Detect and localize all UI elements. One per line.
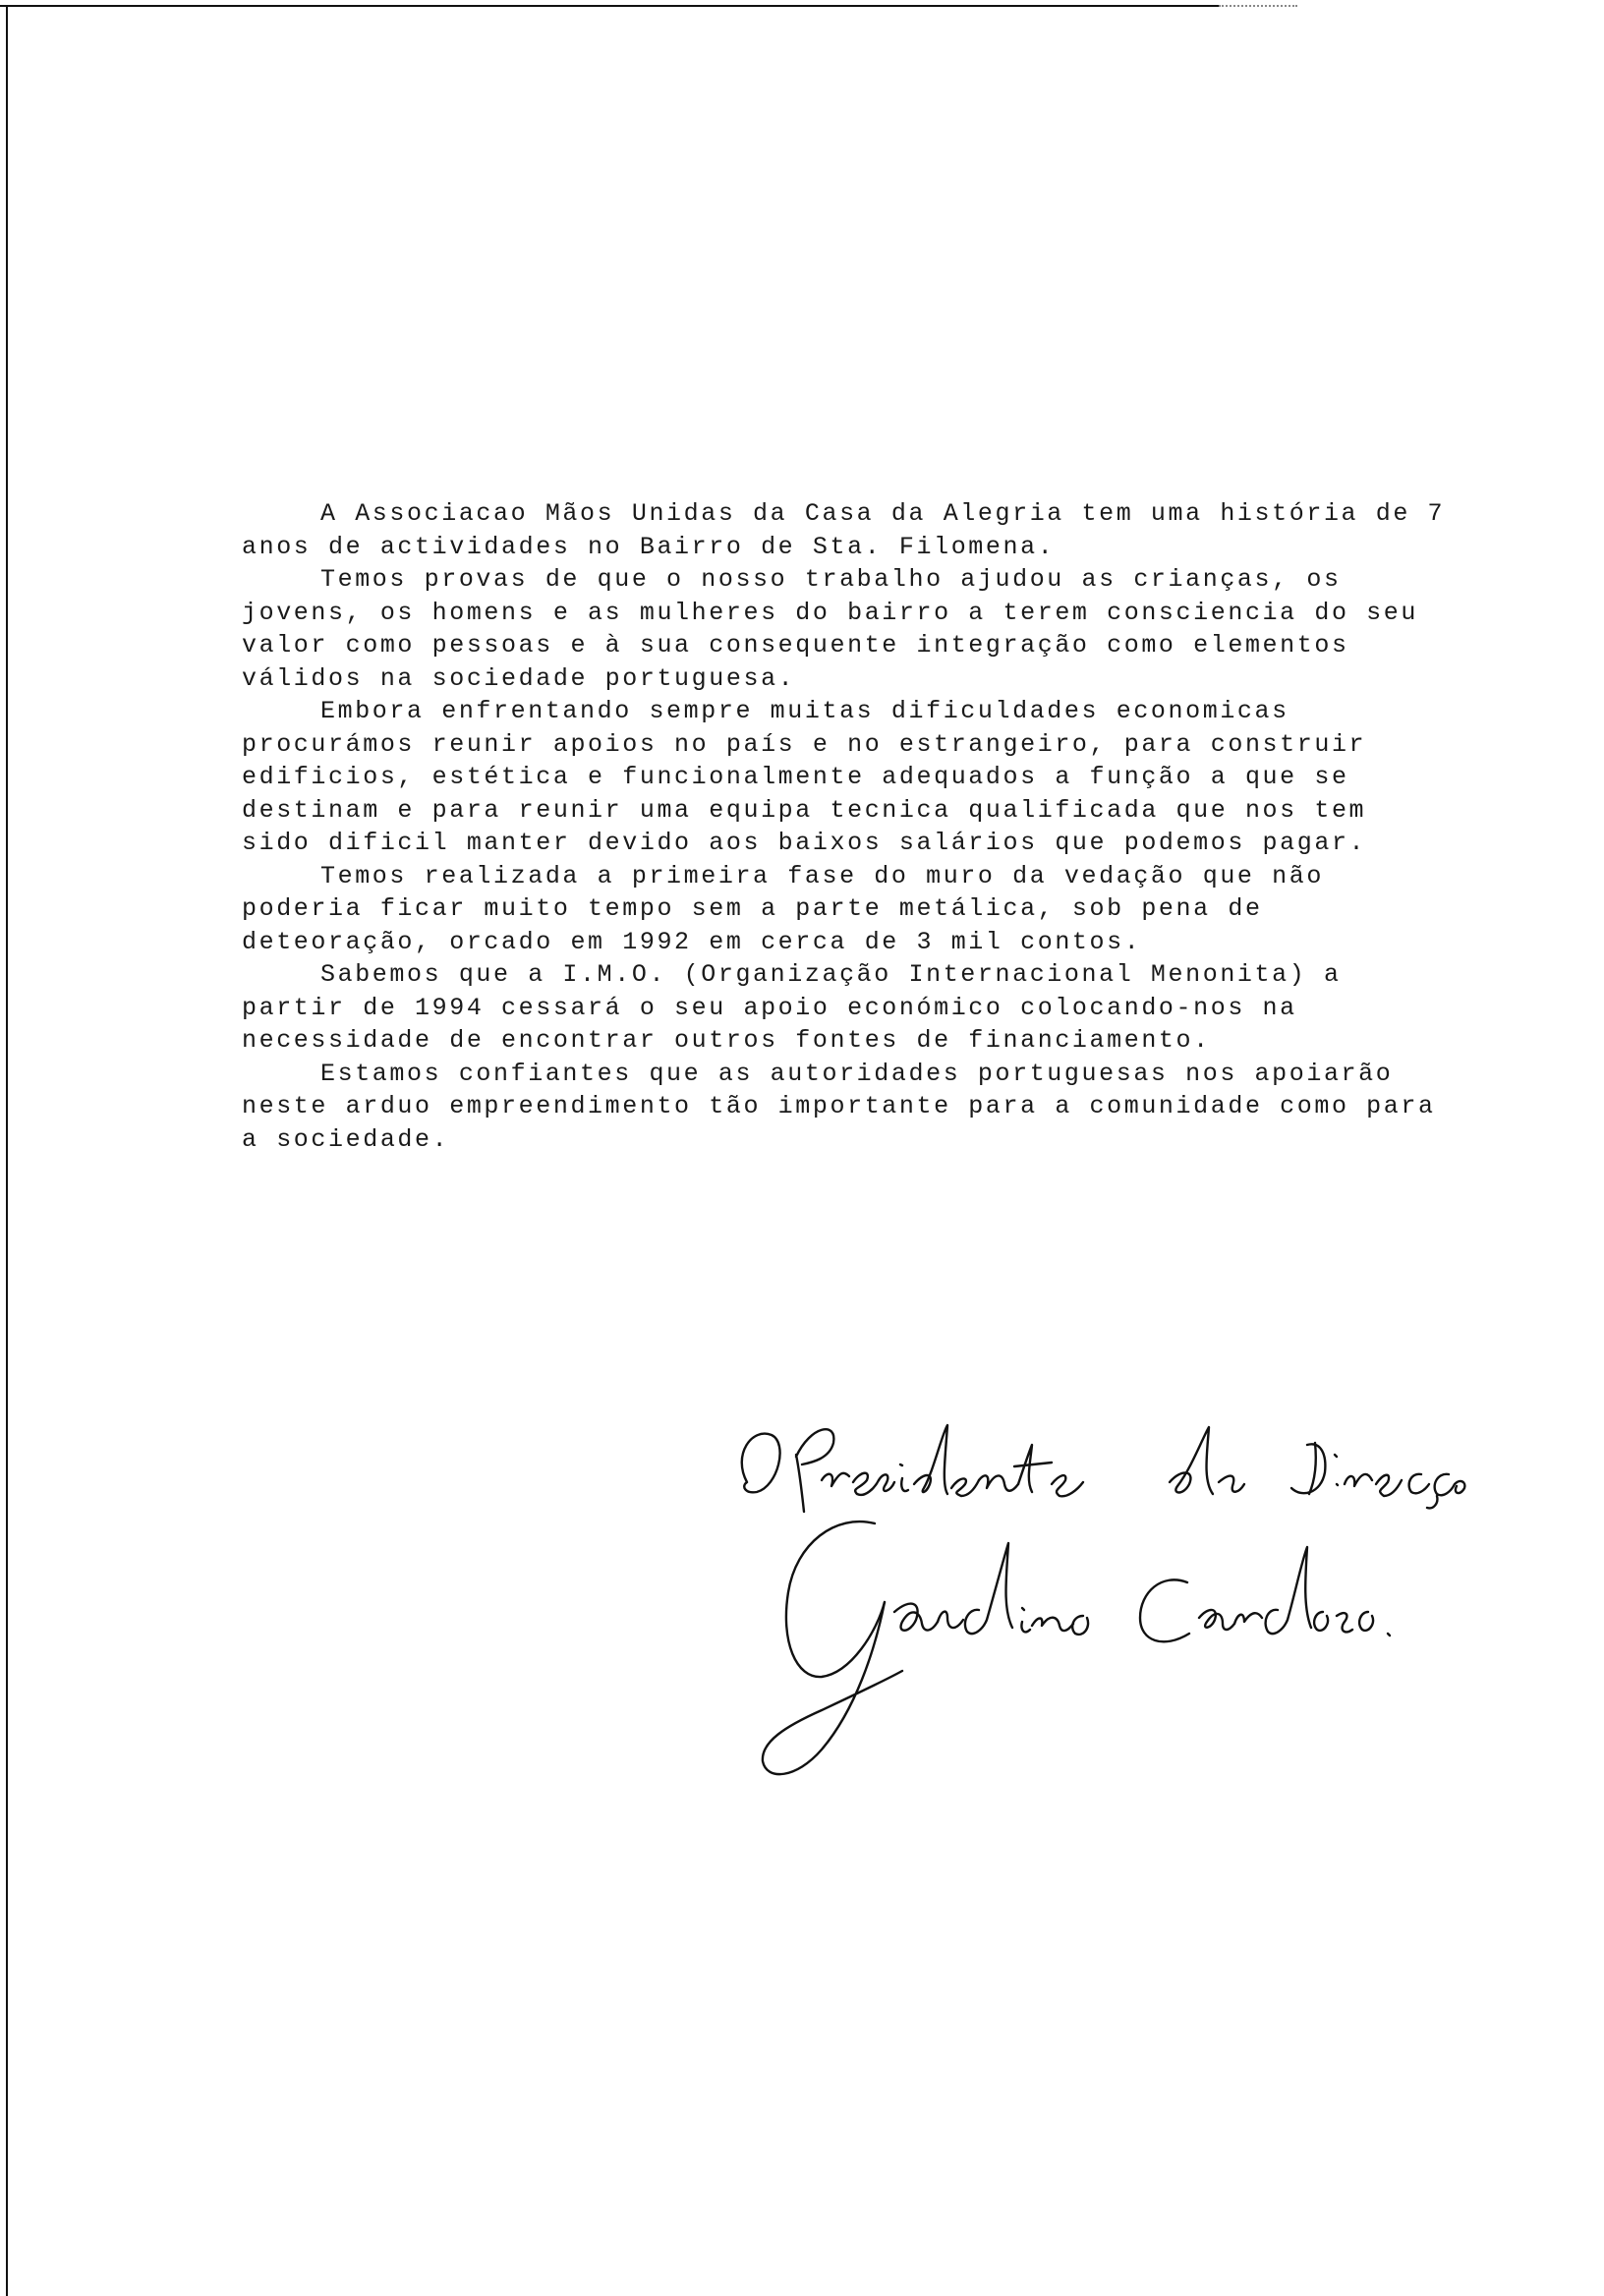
- scan-border-top-faint: [1219, 5, 1297, 8]
- scan-border-top: [0, 5, 1219, 7]
- letter-body: [242, 497, 1451, 1156]
- signature-drawing: [727, 1415, 1474, 1789]
- paragraph-history: A Associacao Mãos Unidas da Casa da Alegria tem uma história de 7 anos de actividades no Bairro de Sta. Filomena.: [242, 499, 1446, 561]
- handwritten-signature: [727, 1415, 1474, 1789]
- paragraph-wall: Temos realizada a primeira fase do muro da vedação que não poderia ficar muito tempo sem a parte metálica, sob pena de deteoração, orcado em 1992 em cerca de 3 mil contos.: [242, 861, 1324, 956]
- paragraph-evidence: Temos provas de que o nosso trabalho ajudou as crianças, os jovens, os homens e as mulheres do bairro a terem consciencia do seu valor como pessoas e à sua consequente integração como elementos válidos na sociedade portuguesa.: [242, 565, 1418, 693]
- paragraph-difficulties: Embora enfrentando sempre muitas dificuldades economicas procurámos reunir apoios no país e no estrangeiro, para construir edificios, estética e funcionalmente adequados a função a que se destinam e para reunir uma equipa tecnica qualificada que nos tem sido dificil manter devido aos baixos salários que podemos pagar.: [242, 697, 1367, 857]
- paragraph-funding: Sabemos que a I.M.O. (Organização Internacional Menonita) a partir de 1994 cessará o seu apoio económico colocando-nos na necessidade de encontrar outros fontes de financiamento.: [242, 960, 1342, 1055]
- paragraph-confidence: Estamos confiantes que as autoridades portuguesas nos apoiarão neste arduo empreendimento tão importante para a comunidade como para a sociedade.: [242, 1059, 1436, 1154]
- scan-border-left: [6, 5, 8, 2296]
